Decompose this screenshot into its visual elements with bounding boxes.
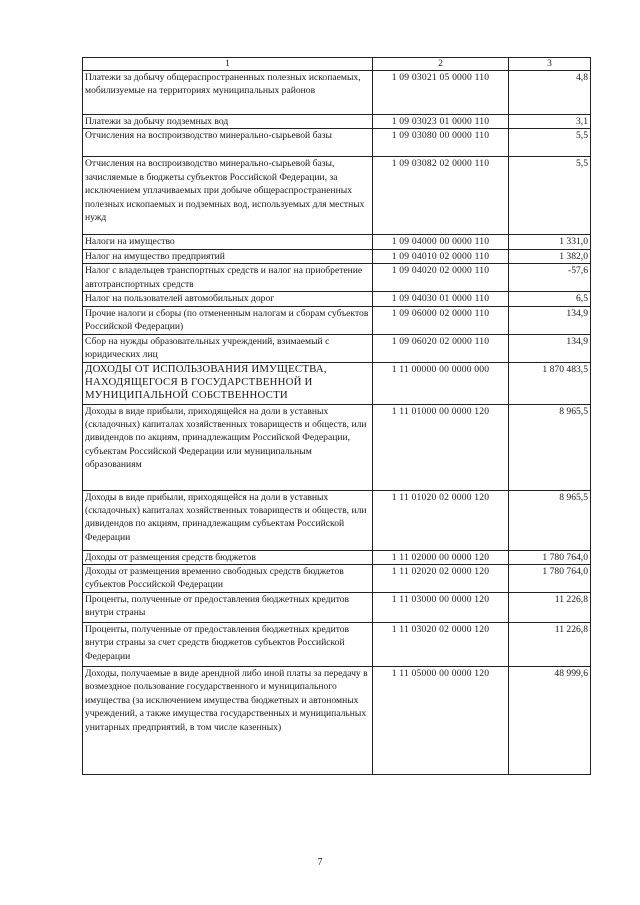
row-value: 5,5 [509, 129, 591, 157]
row-value: 5,5 [509, 157, 591, 235]
row-value: -57,6 [509, 264, 591, 292]
table-row [83, 71, 591, 115]
row-value: 48 999,6 [509, 667, 591, 775]
row-code: 1 11 03020 02 0000 120 [373, 623, 509, 667]
table-row [83, 404, 591, 490]
row-code: 1 09 06020 02 0000 110 [373, 334, 509, 362]
row-code: 1 09 04020 02 0000 110 [373, 264, 509, 292]
row-value: 134,9 [509, 306, 591, 334]
table-row [83, 334, 591, 362]
row-value: 11 226,8 [509, 623, 591, 667]
row-code: 1 11 00000 00 0000 000 [373, 362, 509, 404]
row-code: 1 09 04030 01 0000 110 [373, 292, 509, 306]
row-code: 1 11 05000 00 0000 120 [373, 667, 509, 775]
table-row [83, 667, 591, 775]
row-value: 11 226,8 [509, 593, 591, 623]
table-row [83, 249, 591, 263]
table-row [83, 292, 591, 306]
column-number-row [83, 58, 591, 71]
table-row [83, 115, 591, 129]
row-name: Платежи за добычу подземных вод [83, 115, 373, 129]
row-code: 1 09 03080 00 0000 110 [373, 129, 509, 157]
table-row [83, 264, 591, 292]
table-row [83, 623, 591, 667]
row-name: Доходы от размещения средств бюджетов [83, 550, 373, 564]
section-name: ДОХОДЫ ОТ ИСПОЛЬЗОВАНИЯ ИМУЩЕСТВА, НАХОДЯЩЕГОСЯ В ГОСУДАРСТВЕННОЙ И МУНИЦИПАЛЬНОЙ СОБСТВЕННОСТИ [83, 362, 373, 404]
row-name: Доходы от размещения временно свободных средств бюджетов субъектов Российской Федерации [83, 565, 373, 593]
row-value: 134,9 [509, 334, 591, 362]
row-name: Прочие налоги и сборы (по отмененным налогам и сборам субъектов Российской Федерации) [83, 306, 373, 334]
row-name: Налог с владельцев транспортных средств и налог на приобретение автотранспортных средств [83, 264, 373, 292]
row-value: 1 780 764,0 [509, 550, 591, 564]
row-value: 1 870 483,5 [509, 362, 591, 404]
row-name: Налоги на имущество [83, 235, 373, 249]
row-code: 1 11 02020 02 0000 120 [373, 565, 509, 593]
row-code: 1 11 02000 00 0000 120 [373, 550, 509, 564]
row-code: 1 09 03023 01 0000 110 [373, 115, 509, 129]
row-code: 1 11 01020 02 0000 120 [373, 490, 509, 550]
row-name: Доходы, получаемые в виде арендной либо иной платы за передачу в возмездное пользование государственного и муниципального имущества (за исключением имущества бюджетных и автономных учреждений, а также имущества государственных и муниципальных унитарных предприятий, в том числе казенных) [83, 667, 373, 775]
row-value: 1 780 764,0 [509, 565, 591, 593]
row-code: 1 09 04000 00 0000 110 [373, 235, 509, 249]
row-code: 1 09 04010 02 0000 110 [373, 249, 509, 263]
column-header-2: 2 [373, 58, 509, 71]
row-code: 1 11 03000 00 0000 120 [373, 593, 509, 623]
row-name: Отчисления на воспроизводство минерально-сырьевой базы, зачисляемые в бюджеты субъектов Российской Федерации, за исключением уплачиваемых при добыче общераспространенных полезных ископаемых и подземных вод, используемых для местных нужд [83, 157, 373, 235]
row-value: 1 382,0 [509, 249, 591, 263]
column-header-3: 3 [509, 58, 591, 71]
row-name: Доходы в виде прибыли, приходящейся на доли в уставных (складочных) капиталах хозяйственных товариществ и обществ, или дивидендов по акциям, принадлежащим Российской Федерации, субъектам Российской Федерации или муниципальным образованиям [83, 404, 373, 490]
table-row [83, 490, 591, 550]
row-value: 4,8 [509, 71, 591, 115]
row-name: Сбор на нужды образовательных учреждений, взимаемый с юридических лиц [83, 334, 373, 362]
table-row [83, 157, 591, 235]
row-value: 1 331,0 [509, 235, 591, 249]
row-value: 8 965,5 [509, 404, 591, 490]
table-row [83, 235, 591, 249]
table-row-section [83, 362, 591, 404]
row-name: Отчисления на воспроизводство минерально-сырьевой базы [83, 129, 373, 157]
table-row [83, 550, 591, 564]
row-name: Проценты, полученные от предоставления бюджетных кредитов внутри страны за счет средств бюджетов субъектов Российской Федерации [83, 623, 373, 667]
table-row [83, 306, 591, 334]
row-name: Доходы в виде прибыли, приходящейся на доли в уставных (складочных) капиталах хозяйственных товариществ и обществ, или дивидендов по акциям, принадлежащим субъектам Российской Федерации [83, 490, 373, 550]
row-value: 3,1 [509, 115, 591, 129]
row-code: 1 09 03082 02 0000 110 [373, 157, 509, 235]
row-name: Налог на пользователей автомобильных дорог [83, 292, 373, 306]
row-name: Проценты, полученные от предоставления бюджетных кредитов внутри страны [83, 593, 373, 623]
page-number: 7 [317, 857, 323, 868]
row-name: Налог на имущество предприятий [83, 249, 373, 263]
table-row [83, 129, 591, 157]
table-row [83, 593, 591, 623]
table-row [83, 565, 591, 593]
column-header-1: 1 [83, 58, 373, 71]
row-code: 1 09 03021 05 0000 110 [373, 71, 509, 115]
revenue-table [82, 57, 591, 775]
row-code: 1 09 06000 02 0000 110 [373, 306, 509, 334]
row-code: 1 11 01000 00 0000 120 [373, 404, 509, 490]
row-value: 6,5 [509, 292, 591, 306]
row-name: Платежи за добычу общераспространенных полезных ископаемых, мобилизуемые на территориях муниципальных районов [83, 71, 373, 115]
row-value: 8 965,5 [509, 490, 591, 550]
